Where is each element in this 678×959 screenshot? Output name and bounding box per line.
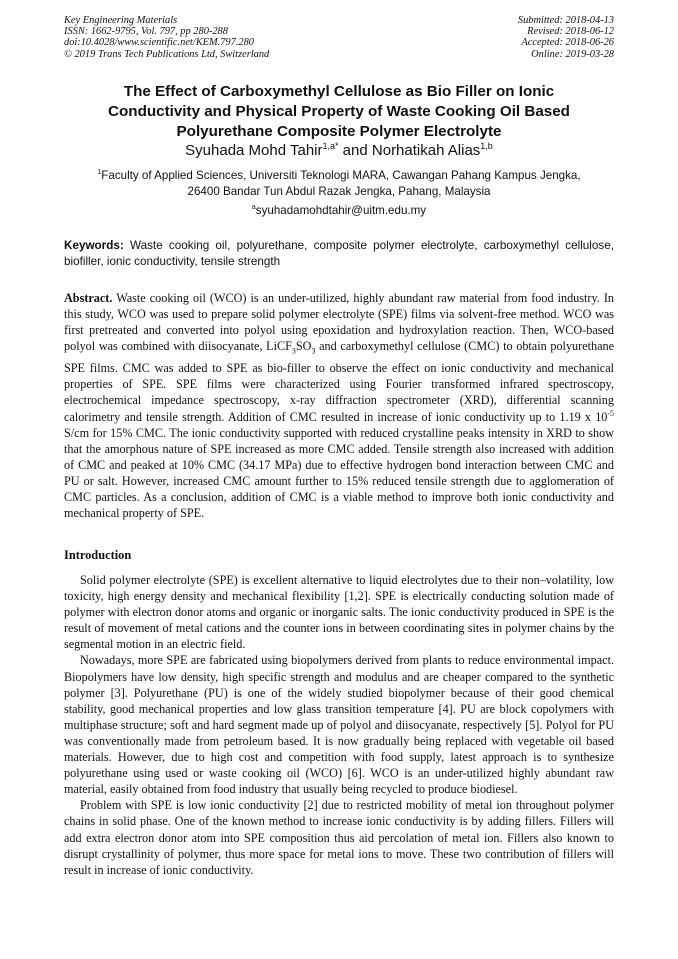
abstract-text: S/cm for 15% CMC. The ionic conductivity supported with reduced crystalline peaks intensity in XRD to show that the amorphous nature of SPE increased as more CMC added. Tensile strength also increased with addition of CMC and peaked at 10% CMC (34.17 MPa) due to effective hydrogen bond interaction between CMC and PU or salt. However, increased CMC amount further to 15% reduced tensile strength due to agglomeration of CMC particles. As a conclusion, addition of CMC is a viable method to improve both ionic conductivity and mechanical property of SPE.: [64, 425, 614, 521]
abstract-block: [64, 290, 614, 522]
abstract-label: Abstract.: [64, 291, 113, 305]
keywords-block: [64, 238, 614, 269]
introduction-body: [64, 572, 614, 878]
affiliation-mark: 1: [97, 169, 102, 177]
abstract-text: and carboxymethyl cellulose (CMC) to obtain polyurethane SPE films. CMC was added to SPE as bio-filler to observe the effect on ionic conductivity and mechanical properties of SPE. SPE films were characterized using Fourier transformed infrared spectroscopy, electrochemical impedance spectroscopy, x-ray diffraction spectrometer (XRD), differential scanning calorimetry and tensile strength. Addition of CMC resulted in increase of ionic conductivity up to 1.19 x 10: [64, 339, 614, 424]
accepted-date: Accepted: 2018-06-26: [521, 37, 614, 49]
title-line: The Effect of Carboxymethyl Cellulose as Bio Filler on Ionic: [123, 83, 555, 100]
title-line: Conductivity and Physical Property of Waste Cooking Oil Based: [108, 103, 570, 120]
publication-dates: [518, 15, 614, 60]
paragraph: Solid polymer electrolyte (SPE) is excellent alternative to liquid electrolytes due to their non–volatility, low toxicity, high energy density and mechanical flexibility [1,2]. SPE is electrically conducting solution made of polymer with electron donor atoms and organic or inorganic salts. The ionic conductivity produced in SPE is the result of movement of metal cations and the counter ions in between coordinating sites in polymer chains by the segmental motion in an electric field.: [64, 573, 614, 652]
affiliation-line: 26400 Bandar Tun Abdul Razak Jengka, Pahang, Malaysia: [187, 185, 491, 198]
abstract-superscript: -5: [607, 408, 614, 418]
abstract-text: SO: [295, 339, 312, 354]
affiliation: [64, 168, 614, 200]
journal-name: Key Engineering Materials: [64, 15, 178, 26]
paper-title: [64, 82, 614, 142]
keywords-label: Keywords:: [64, 239, 124, 252]
online-date: Online: 2019-03-28: [531, 48, 614, 60]
email-mark: a: [251, 204, 256, 212]
affiliation-line: Faculty of Applied Sciences, Universiti Teknologi MARA, Cawangan Pahang Kampus Jengka,: [101, 169, 581, 182]
revised-date: Revised: 2018-06-12: [527, 26, 614, 38]
submitted-date: Submitted: 2018-04-13: [517, 15, 614, 26]
author-email: [64, 204, 614, 217]
doi-line: doi:10.4028/www.scientific.net/KEM.797.280: [64, 37, 254, 49]
author-name: Norhatikah Alias: [371, 142, 481, 159]
issn-line: ISSN: 1662-9795, Vol. 797, pp 280-288: [64, 26, 228, 38]
abstract-subscript: 3: [311, 346, 316, 356]
paragraph: Problem with SPE is low ionic conductivity [2] due to restricted mobility of metal ion throughout polymer chains in solid phase. One of the known method to increase ionic conductivity is by adding fillers. Fillers will add extra electron donor atom into SPE composition thus aid percolation of metal ion. Fillers also known to disrupt crystallinity of polymer, thus more space for metal ions to move. These two contribution of fillers will result in increase of ionic conductivity.: [64, 798, 614, 877]
section-heading-introduction: Introduction: [64, 548, 132, 562]
email-address: syuhadamohdtahir@uitm.edu.my: [255, 204, 427, 217]
title-line: Polyurethane Composite Polymer Electrolyte: [176, 123, 502, 140]
author-conjunction: and: [338, 142, 372, 159]
paragraph: Nowadays, more SPE are fabricated using biopolymers derived from plants to reduce environmental impact. Biopolymers have low density, high specific strength and modulus and are cheaper compared to the synthetic polymer [3]. Polyurethane (PU) is one of the widely studied biopolymer because of their good chemical stability, good mechanical properties and low glass transition temperature [4]. PU are block copolymers with multiphase structure; soft and hard segment made up of polyol and diisocyanate, respectively [5]. Polyol for PU was conventionally made from petroleum based. It is now gradually being replaced with vegetable oil based materials. However, due to high cost and competition with food supply, latest approach is to synthesize polyurethane using used or waste cooking oil (WCO) [6]. WCO is an under-utilized highly abundant raw material, easily obtained from food industry that usually being recycled to produce biodiesel.: [64, 653, 614, 797]
copyright-line: © 2019 Trans Tech Publications Ltd, Switzerland: [64, 48, 270, 60]
author-affiliation-mark: 1,a*: [322, 141, 339, 151]
abstract-subscript: 3: [291, 346, 296, 356]
keywords-text: Waste cooking oil, polyurethane, composite polymer electrolyte, carboxymethyl cellulose, biofiller, ionic conductivity, tensile strength: [64, 239, 614, 268]
journal-info: [64, 15, 269, 60]
author-affiliation-mark: 1,b: [480, 141, 493, 151]
author-list: [64, 142, 614, 160]
author-name: Syuhada Mohd Tahir: [185, 142, 323, 159]
abstract-text: Waste cooking oil (WCO) is an under-utilized, highly abundant raw material from food industry. In this study, WCO was used to prepare solid polymer electrolyte (SPE) films via solvent-free method. WCO was first pretreated and converted into polyol using epoxidation and hydroxylation reaction. Then, WCO-based polyol was combined with diisocyanate, LiCF: [64, 291, 614, 354]
